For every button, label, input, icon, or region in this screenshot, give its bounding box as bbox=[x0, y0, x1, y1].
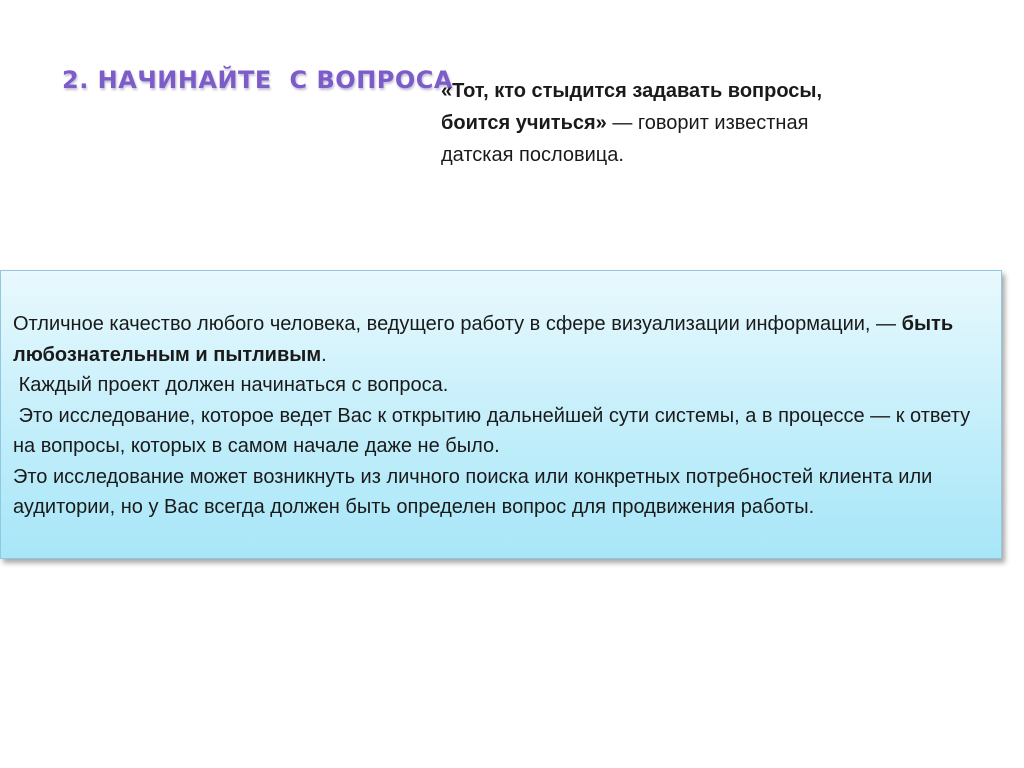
quote-attribution: — говорит известная датская пословица. bbox=[441, 112, 809, 166]
info-paragraph-4: Это исследование может возникнуть из личного поиска или конкретных потребностей клиента или аудитории, но у Вас всегда должен быть определен вопрос для продвижения работы. bbox=[13, 465, 938, 518]
quote-block bbox=[441, 75, 881, 171]
quote-bold-text: «Тот, кто стыдится задавать вопросы, боится учиться» bbox=[441, 80, 823, 134]
info-paragraph-3: Это исследование, которое ведет Вас к открытию дальнейшей сути системы, а в процессе — к ответу на вопросы, которых в самом начале даже не было. bbox=[13, 404, 976, 457]
slide-title: 2. НАЧИНАЙТЕ С ВОПРОСА bbox=[62, 66, 453, 94]
info-box-text bbox=[13, 309, 988, 523]
info-paragraph-1-start: Отличное качество любого человека, ведущего работу в сфере визуализации информации, — bbox=[13, 313, 902, 335]
info-paragraph-1 bbox=[13, 309, 988, 370]
info-paragraph-1-bold: быть любознательным и пытливым bbox=[13, 313, 959, 366]
info-box bbox=[0, 270, 1002, 559]
info-paragraph-2: Каждый проект должен начинаться с вопроса. bbox=[13, 374, 449, 396]
info-paragraph-1-end: . bbox=[321, 343, 327, 366]
